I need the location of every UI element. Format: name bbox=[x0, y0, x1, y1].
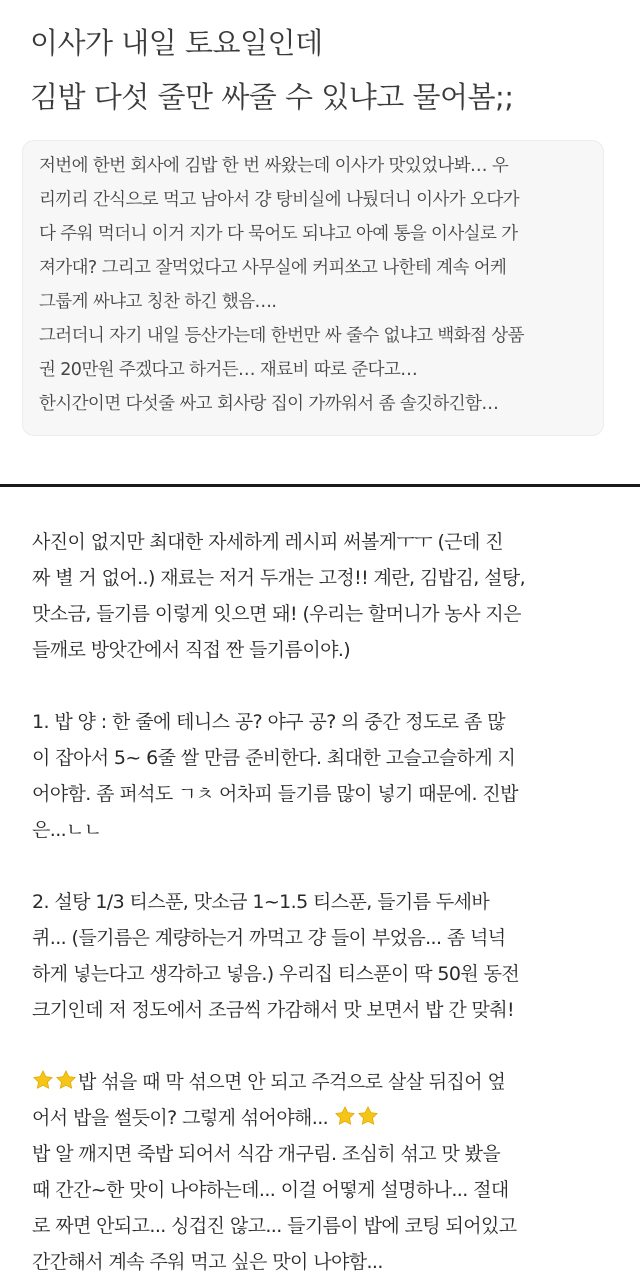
post-title-line-2: 김밥 다섯 줄만 싸줄 수 있냐고 물어봄;; bbox=[30, 80, 514, 114]
quote-line: 져가대? 그리고 잘먹었다고 사무실에 커피쏘고 나한테 계속 어케 bbox=[39, 258, 507, 278]
star-icon bbox=[357, 1105, 379, 1127]
paragraph-gap bbox=[32, 1028, 622, 1064]
tip-text: 밥 섞을 때 막 섞으면 안 되고 주걱으로 살살 뒤집어 엎 bbox=[78, 1071, 506, 1093]
quote-line: 저번에 한번 회사에 김밥 한 번 싸왔는데 이사가 맛있었나봐… 우 bbox=[39, 156, 509, 176]
tip-line: 밥 알 깨지면 죽밥 되어서 식감 개구림. 조심히 섞고 맛 봤을 bbox=[32, 1143, 501, 1165]
quote-line: 리끼리 간식으로 먹고 남아서 걍 탕비실에 나뒀더니 이사가 오다가 bbox=[39, 190, 519, 210]
intro-line: 사진이 없지만 최대한 자세하게 레시피 써볼게ㅜㅜ (근데 진 bbox=[32, 531, 503, 553]
step1-line: 어야함. 좀 퍼석도 ㄱㅊ 어차피 들기름 많이 넣기 때문에. 진밥 bbox=[32, 783, 518, 805]
quote-line: 한시간이면 다섯줄 싸고 회사랑 집이 가까워서 좀 솔깃하긴함… bbox=[39, 394, 499, 414]
intro-line: 맛소금, 들기름 이렇게 잇으면 돼! (우리는 할머니가 농사 지은 bbox=[32, 603, 521, 625]
quote-line: 다 주워 먹더니 이거 지가 다 묵어도 되냐고 아예 통을 이사실로 가 bbox=[39, 224, 518, 244]
tip-line: 간간해서 계속 주워 먹고 싶은 맛이 나야함... bbox=[32, 1251, 383, 1273]
section-divider bbox=[0, 484, 640, 487]
tip-line: 로 짜면 안되고... 싱겁진 않고... 들기름이 밥에 코팅 되어있고 bbox=[32, 1215, 517, 1237]
recipe-body bbox=[32, 524, 622, 1280]
quote-line: 그러더니 자기 내일 등산가는데 한번만 싸 줄수 없냐고 백화점 상품 bbox=[39, 326, 524, 346]
tip-line bbox=[32, 1100, 622, 1136]
quoted-story-box bbox=[22, 140, 604, 436]
step2-line: 퀴... (들기름은 계량하는거 까먹고 걍 들이 부었음... 좀 넉넉 bbox=[32, 927, 506, 949]
step2-line: 2. 설탕 1/3 티스푼, 맛소금 1~1.5 티스푼, 들기름 두세바 bbox=[32, 891, 490, 913]
step2-line: 하게 넣는다고 생각하고 넣음.) 우리집 티스푼이 딱 50원 동전 bbox=[32, 963, 520, 985]
paragraph-gap bbox=[32, 668, 622, 704]
tip-text: 어서 밥을 썰듯이? 그렇게 섞어야해... bbox=[32, 1107, 334, 1129]
quote-line: 권 20만원 주겠다고 하거든… 재료비 따로 준다고… bbox=[39, 360, 418, 380]
quote-line: 그룹게 싸냐고 칭찬 하긴 했음…. bbox=[39, 292, 277, 312]
step1-line: 이 잡아서 5~ 6줄 쌀 만큼 준비한다. 최대한 고슬고슬하게 지 bbox=[32, 747, 516, 769]
star-icon bbox=[334, 1105, 356, 1127]
step1-line: 1. 밥 양 : 한 줄에 테니스 공? 야구 공? 의 중간 정도로 좀 많 bbox=[32, 711, 505, 733]
tip-line: 때 간간~한 맛이 나야하는데... 이걸 어떻게 설명하나... 절대 bbox=[32, 1179, 509, 1201]
step1-line: 은...ㄴㄴ bbox=[32, 819, 102, 841]
post-title bbox=[30, 16, 620, 124]
star-icon bbox=[32, 1069, 54, 1091]
star-icon bbox=[55, 1069, 77, 1091]
tip-line bbox=[32, 1064, 622, 1100]
intro-line: 들깨로 방앗간에서 직접 짠 들기름이야.) bbox=[32, 639, 351, 661]
step2-line: 크기인데 저 정도에서 조금씩 가감해서 맛 보면서 밥 간 맞춰! bbox=[32, 999, 515, 1021]
post-title-line-1: 이사가 내일 토요일인데 bbox=[30, 26, 323, 60]
paragraph-gap bbox=[32, 848, 622, 884]
intro-line: 짜 별 거 없어..) 재료는 저거 두개는 고정!! 계란, 김밥김, 설탕, bbox=[32, 567, 526, 589]
